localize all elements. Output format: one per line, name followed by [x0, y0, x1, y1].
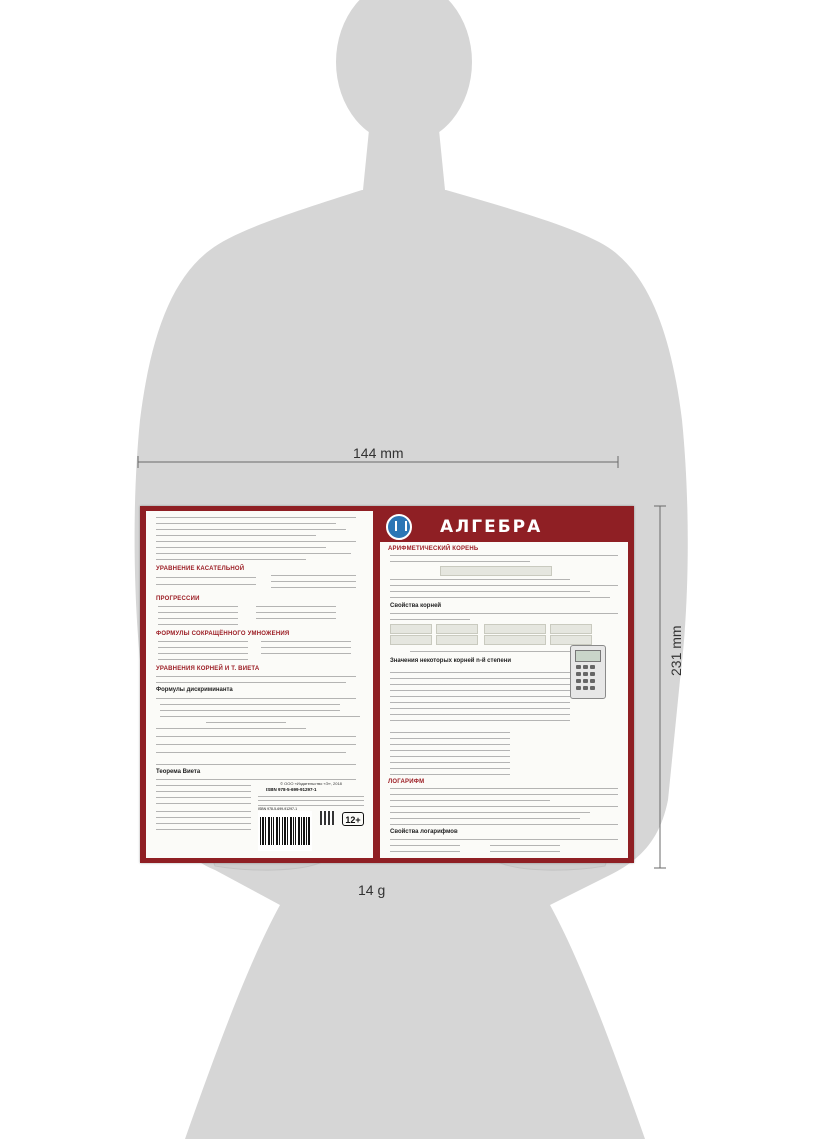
text-line: [390, 806, 618, 807]
text-line: [261, 647, 351, 648]
text-line: [158, 612, 238, 613]
text-line: [156, 529, 346, 530]
subsection-discriminant: Формулы дискриминанта: [156, 687, 233, 693]
text-line: [206, 722, 286, 723]
text-line: [390, 555, 618, 556]
text-line: [158, 659, 248, 660]
text-line: [271, 587, 356, 588]
text-line: [156, 584, 256, 585]
text-line: [156, 817, 251, 818]
text-line: [156, 728, 306, 729]
formula-box: [440, 566, 552, 576]
formula-box: [484, 635, 546, 645]
width-label: 144 mm: [353, 445, 404, 461]
text-line: [390, 579, 570, 580]
title-bar: [380, 511, 628, 542]
root-values-table-continued: [390, 729, 510, 777]
text-line: [156, 803, 251, 804]
text-line: [158, 647, 248, 648]
text-line: [390, 597, 610, 598]
text-line: [156, 676, 356, 677]
formula-box: [484, 624, 546, 634]
text-line: [156, 797, 251, 798]
text-line: [390, 851, 460, 852]
text-line: [156, 791, 251, 792]
text-line: [258, 800, 364, 801]
formula-box: [436, 624, 478, 634]
text-line: [156, 553, 351, 554]
text-line: [390, 619, 470, 620]
height-label: 231 mm: [668, 625, 684, 676]
text-line: [156, 829, 251, 830]
text-line: [390, 845, 460, 846]
text-line: [390, 585, 618, 586]
section-progressions: ПРОГРЕССИИ: [156, 596, 200, 602]
formula-box: [436, 635, 478, 645]
qr-code-icon: [320, 811, 334, 825]
text-line: [390, 788, 618, 789]
card-right-page: [380, 511, 628, 858]
text-line: [390, 591, 590, 592]
text-line: [410, 651, 570, 652]
age-rating-badge: 12+: [342, 812, 364, 826]
section-short-mult: ФОРМУЛЫ СОКРАЩЁННОГО УМНОЖЕНИЯ: [156, 631, 290, 637]
imprint-copyright: © ООО «Издательство «Э», 2018: [280, 781, 342, 786]
subsection-log-properties: Свойства логарифмов: [390, 829, 458, 835]
section-arithmetic-root: АРИФМЕТИЧЕСКИЙ КОРЕНЬ: [388, 546, 479, 552]
subsection-root-values: Значения некоторых корней n-й степени: [390, 658, 512, 664]
text-line: [160, 704, 340, 705]
formula-box: [390, 624, 432, 634]
text-line: [256, 612, 336, 613]
publisher-logo-icon: [386, 514, 412, 540]
text-line: [156, 764, 356, 765]
weight-label: 14 g: [358, 882, 386, 898]
section-logarithm: ЛОГАРИФМ: [388, 779, 425, 785]
calculator-icon: [570, 645, 606, 699]
text-line: [156, 682, 346, 683]
text-line: [490, 851, 560, 852]
imprint-isbn: ISBN 978-5-699-91297-1: [266, 787, 317, 792]
text-line: [390, 561, 530, 562]
text-line: [156, 523, 336, 524]
text-line: [158, 606, 238, 607]
silhouette-neck: [362, 120, 446, 200]
text-line: [390, 800, 550, 801]
text-line: [156, 547, 326, 548]
text-line: [258, 805, 364, 806]
text-line: [158, 624, 238, 625]
text-line: [156, 752, 346, 753]
reference-card: [140, 506, 634, 863]
text-line: [390, 839, 618, 840]
formula-box: [390, 635, 432, 645]
text-line: [261, 641, 351, 642]
text-line: [156, 823, 251, 824]
text-line: [261, 653, 351, 654]
text-line: [390, 824, 618, 825]
text-line: [156, 698, 356, 699]
text-line: [156, 811, 251, 812]
text-line: [390, 613, 618, 614]
text-line: [256, 618, 336, 619]
text-line: [156, 744, 356, 745]
text-line: [271, 581, 356, 582]
subsection-root-properties: Свойства корней: [390, 603, 442, 609]
text-line: [158, 641, 248, 642]
text-line: [156, 785, 251, 786]
section-vieta: УРАВНЕНИЯ КОРНЕЙ И Т. ВИЕТА: [156, 666, 260, 672]
text-line: [156, 541, 356, 542]
text-line: [160, 710, 340, 711]
text-line: [390, 812, 590, 813]
text-line: [390, 794, 618, 795]
text-line: [258, 796, 364, 797]
formula-box: [550, 635, 592, 645]
text-line: [256, 606, 336, 607]
text-line: [271, 575, 356, 576]
page-title: АЛГЕБРА: [440, 517, 543, 537]
text-line: [156, 517, 356, 518]
card-left-page: [146, 511, 373, 858]
text-line: [156, 535, 316, 536]
barcode-icon: [258, 811, 312, 851]
text-line: [156, 736, 356, 737]
text-line: [490, 845, 560, 846]
barcode-isbn: ISBN 978-5-699-91297-1: [258, 807, 298, 811]
text-line: [156, 577, 256, 578]
section-tangent: УРАВНЕНИЕ КАСАТЕЛЬНОЙ: [156, 566, 245, 572]
text-line: [158, 618, 238, 619]
text-line: [390, 818, 580, 819]
subsection-vieta-theorem: Теорема Виета: [156, 769, 201, 775]
formula-box: [550, 624, 592, 634]
text-line: [160, 716, 360, 717]
root-values-table: [390, 669, 570, 725]
text-line: [158, 653, 248, 654]
text-line: [156, 559, 306, 560]
